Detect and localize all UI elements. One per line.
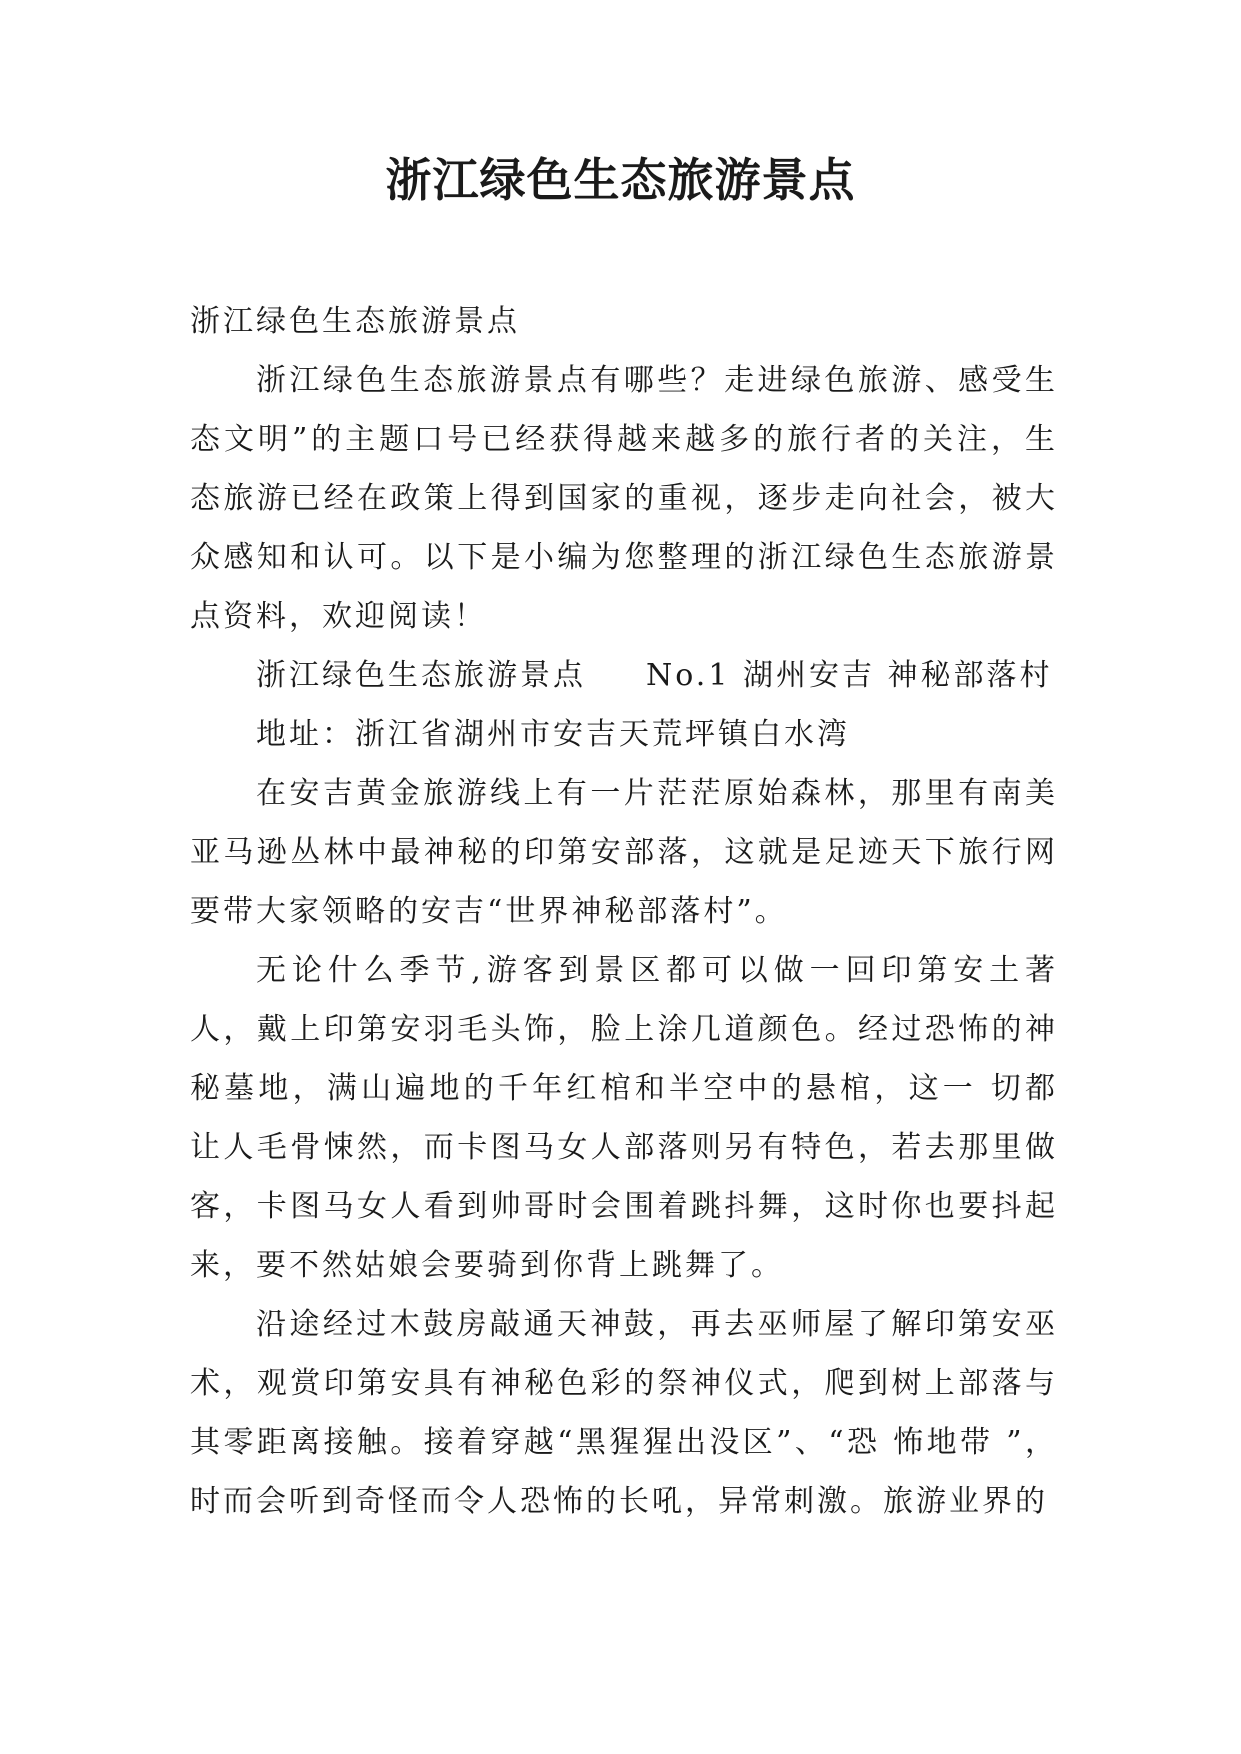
document-body bbox=[190, 292, 1058, 1531]
section-heading-prefix: 浙江绿色生态旅游景点 bbox=[256, 658, 586, 693]
section-heading-suffix: No.1 湖州安吉 神秘部落村 bbox=[646, 658, 1053, 693]
paragraph-section-heading bbox=[190, 646, 1058, 705]
paragraph-experience: 无论什么季节,游客到景区都可以做一回印第安土著人，戴上印第安羽毛头饰，脸上涂几道颜色。经过恐怖的神秘墓地，满山遍地的千年红棺和半空中的悬棺，这一 切都让人毛骨悚然，而卡图马女人部落则另有特色，若去那里做客，卡图马女人看到帅哥时会围着跳抖舞，这时你也要抖起来，要不然姑娘会要骑到你背上跳舞了。 bbox=[190, 953, 1058, 1283]
paragraph-route: 沿途经过木鼓房敲通天神鼓，再去巫师屋了解印第安巫术，观赏印第安具有神秘色彩的祭神仪式，爬到树上部落与其零距离接触。接着穿越“黑猩猩出没区”、“恐 怖地带 ”，时而会听到奇怪而令人恐怖的长吼，异常刺激。旅游业界的 bbox=[190, 1307, 1058, 1519]
paragraph-overview: 在安吉黄金旅游线上有一片茫茫原始森林，那里有南美亚马逊丛林中最神秘的印第安部落，这就是足迹天下旅行网要带大家领略的安吉“世界神秘部落村”。 bbox=[190, 776, 1058, 929]
paragraph-subtitle: 浙江绿色生态旅游景点 bbox=[190, 304, 520, 339]
paragraph-address: 地址：浙江省湖州市安吉天荒坪镇白水湾 bbox=[256, 717, 850, 752]
document-title: 浙江绿色生态旅游景点 bbox=[385, 153, 856, 207]
paragraph-intro: 浙江绿色生态旅游景点有哪些？走进绿色旅游、感受生态文明”的主题口号已经获得越来越多的旅行者的关注，生态旅游已经在政策上得到国家的重视，逐步走向社会，被大众感知和认可。以下是小编为您整理的浙江绿色生态旅游景点资料，欢迎阅读！ bbox=[190, 363, 1058, 634]
